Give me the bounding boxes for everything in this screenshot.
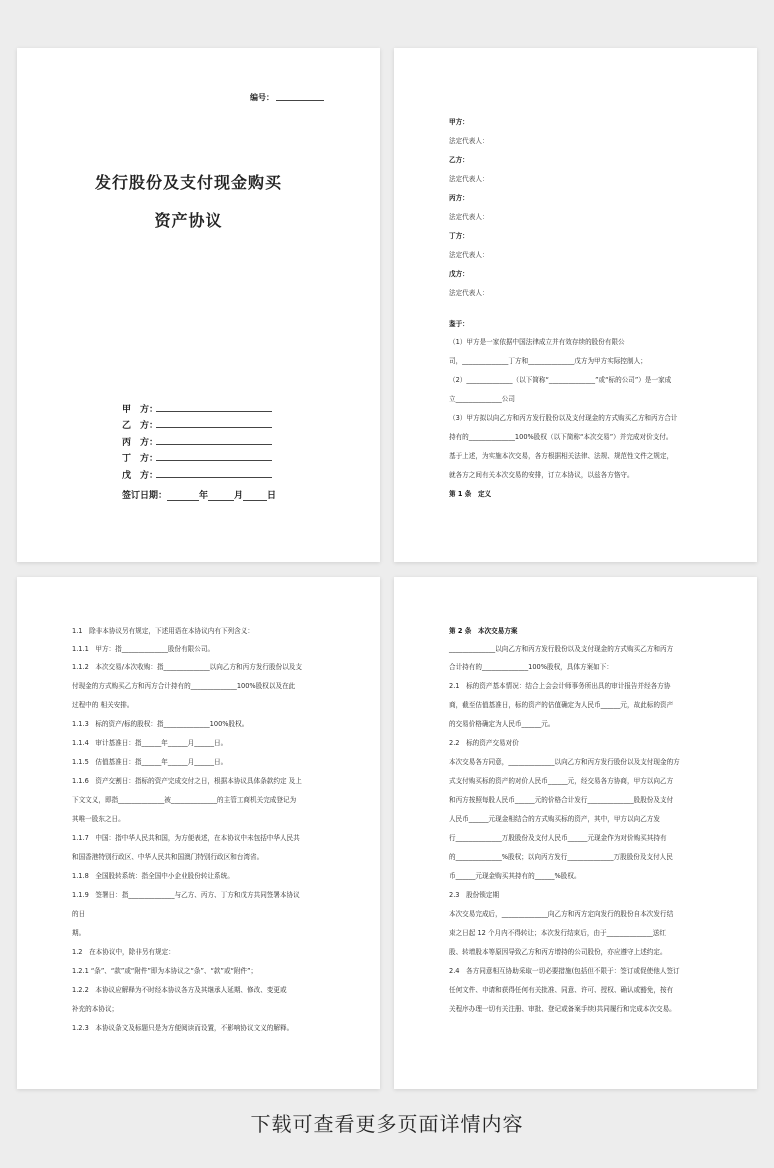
party-label: 丁 方：: [122, 454, 159, 464]
text-line: 法定代表人：: [449, 289, 489, 297]
text-line: 币______元现金购买其持有的______%股权。: [449, 872, 581, 880]
text-line: ______________以向乙方和丙方发行股份以及支付现金的方式购买乙方和丙方: [449, 645, 674, 653]
text-line: 1.1.2 本次交易/本次收购：指______________以向乙方和丙方发行股份以及支: [72, 663, 302, 671]
month-blank: [208, 500, 234, 501]
text-line: 股、转增股本等原因导致乙方和丙方增持的公司股份，亦应遵守上述约定。: [449, 948, 667, 956]
serial-number: [250, 92, 324, 103]
party-blank: [156, 427, 272, 428]
party-row: [122, 464, 276, 481]
page-cover: [17, 48, 380, 562]
text-line: 补充的本协议；: [72, 1005, 119, 1013]
text-line: 第 2 条 本次交易方案: [449, 627, 518, 635]
text-line: 鉴于：: [449, 320, 469, 328]
party-list: [122, 398, 276, 501]
text-line: 1.1 除非本协议另有规定，下述用语在本协议内有下列含义：: [72, 627, 254, 635]
text-line: 法定代表人：: [449, 175, 489, 183]
text-line: 和丙方按照每股人民币______元的价格合计发行______________股股份及支付: [449, 796, 674, 804]
text-line: 1.2.3 本协议条文及标题只是为方便阅读而设置，不影响协议文义的解释。: [72, 1024, 294, 1032]
serial-label: 编号：: [250, 93, 274, 102]
year-label: 年: [199, 491, 209, 501]
text-line: 司，______________丁方和______________戊方为甲方实际控制人；: [449, 357, 647, 365]
text-line: 过程中的 相关安排。: [72, 701, 134, 709]
text-line: 1.1.3 标的资产/标的股权：指______________100%股权。: [72, 720, 249, 728]
text-line: 1.1.8 全国股转系统：指全国中小企业股份转让系统。: [72, 872, 234, 880]
party-label: 丙 方：: [122, 437, 159, 448]
text-line: 束之日起 12 个月内不得转让；本次发行结束后，由于______________送红: [449, 929, 666, 937]
party-blank: [156, 460, 272, 461]
text-line: 立______________公司: [449, 395, 515, 403]
text-line: 2.1 标的资产基本情况：结合上会会计师事务所出具的审计报告并经各方协: [449, 682, 671, 690]
text-line: 丙方：: [449, 194, 469, 202]
text-line: 就各方之间有关本次交易的安排，订立本协议，以兹各方恪守。: [449, 471, 634, 479]
text-line: 甲方：: [449, 118, 469, 126]
day-blank: [243, 500, 267, 501]
text-line: 的______________%股权；以向丙方发行______________万股股份及支付人民: [449, 853, 673, 861]
party-blank: [156, 477, 272, 478]
text-line: （3）甲方拟以向乙方和丙方发行股份以及支付现金的方式购买乙方和丙方合计: [449, 414, 678, 422]
party-blank: [156, 411, 272, 412]
text-line: 乙方：: [449, 156, 469, 164]
text-line: 2.3 股份锁定期: [449, 891, 500, 899]
text-line: 法定代表人：: [449, 251, 489, 259]
text-line: 任何文件、申请和获得任何有关批准、同意、许可、授权、确认或豁免，按有: [449, 986, 674, 994]
text-line: 人民币______元现金相结合的方式购买标的资产，其中，甲方以向乙方发: [449, 815, 660, 823]
text-line: 的交易价格确定为人民币______元。: [449, 720, 555, 728]
party-row: [122, 398, 276, 415]
party-row: [122, 431, 276, 448]
text-line: 1.2.1 “条”、“款”或“附件”即为本协议之“条”、“款”或“附件”；: [72, 967, 258, 975]
party-blank: [156, 444, 272, 445]
page-3: [17, 577, 380, 1089]
text-line: 法定代表人：: [449, 213, 489, 221]
sign-date-row: [122, 485, 276, 502]
text-line: 1.2 在本协议中，除非另有规定：: [72, 948, 175, 956]
text-line: 丁方：: [449, 232, 469, 240]
text-line: 商，截至估值基准日，标的资产的估值确定为人民币______元，故此标的资产: [449, 701, 674, 709]
text-line: 持有的______________100%股权（以下简称“本次交易”）并完成对价支付。: [449, 433, 673, 441]
text-line: 1.1.1 甲方：指______________股份有限公司。: [72, 645, 215, 653]
text-line: 1.1.4 审计基准日：指______年______月______日。: [72, 739, 228, 747]
party-label: 甲 方：: [122, 404, 159, 415]
text-line: 关程序办理一切有关注册、审批、登记或备案手续)共同履行和完成本次交易。: [449, 1005, 676, 1013]
text-line: 本次交易各方同意，______________以向乙方和丙方发行股份以及支付现金的方: [449, 758, 680, 766]
page-2: [394, 48, 757, 562]
party-row: [122, 448, 276, 465]
text-line: 行______________万股股份及支付人民币______元现金作为对价购买其持有: [449, 834, 667, 842]
text-line: 和国香港特别行政区、中华人民共和国澳门特别行政区和台湾省。: [72, 853, 264, 861]
month-label: 月: [234, 491, 244, 501]
text-line: 2.4 各方同意相互协助采取一切必要措施(包括但不限于：签订或促使他人签订: [449, 967, 680, 975]
day-label: 日: [267, 491, 277, 501]
title-line-1: 发行股份及支付现金购买: [94, 173, 282, 192]
text-line: 下文文义，即指______________被______________的主管工商机关完成登记为: [72, 796, 297, 804]
sign-date-label: 签订日期：: [122, 491, 168, 501]
title-line-2: 资产协议: [154, 211, 223, 230]
text-line: 第 1 条 定义: [449, 490, 492, 498]
text-line: 付现金的方式购买乙方和丙方合计持有的______________100%股权以及在此: [72, 682, 296, 690]
text-line: 基于上述，为实施本次交易，各方根据相关法律、法规、规范性文件之规定，: [449, 452, 674, 460]
text-line: 式支付购买标的资产的对价人民币______元，经交易各方协商，甲方以向乙方: [449, 777, 674, 785]
text-line: （2）______________（以下简称“______________”或“标的公司”）是一家成: [449, 376, 672, 384]
party-row: [122, 415, 276, 432]
text-line: 1.1.5 估值基准日：指______年______月______日。: [72, 758, 228, 766]
text-line: 期。: [72, 929, 86, 937]
text-line: 法定代表人：: [449, 137, 489, 145]
text-line: 1.1.7 中国：指中华人民共和国，为方便表述，在本协议中未包括中华人民共: [72, 834, 300, 842]
text-line: 本次交易完成后，______________向乙方和丙方定向发行的股份自本次发行结: [449, 910, 674, 918]
year-blank: [167, 500, 199, 501]
text-line: 合计持有的______________100%股权，具体方案如下：: [449, 663, 613, 671]
serial-blank: [276, 100, 324, 101]
page-4: [394, 577, 757, 1089]
text-line: 其唯一股东之日。: [72, 815, 125, 823]
text-line: 2.2 标的资产交易对价: [449, 739, 519, 747]
text-line: 1.1.6 资产交割日：指标的资产完成交付之日，根据本协议具体条款约定 及上: [72, 777, 302, 785]
text-line: （1）甲方是一家依据中国法律成立并有效存续的股份有限公: [449, 338, 625, 346]
party-label: 戊 方：: [122, 470, 159, 481]
party-label: 乙 方：: [122, 421, 159, 431]
text-line: 1.1.9 签署日：指______________与乙方、丙方、丁方和戊方共同签署本协议: [72, 891, 300, 899]
text-line: 的日: [72, 910, 86, 918]
text-line: 1.2.2 本协议应解释为不时经本协议各方及其继承人延期、修改、变更或: [72, 986, 287, 994]
download-hint: 下载可查看更多页面详情内容: [250, 1112, 524, 1136]
text-line: 戊方：: [449, 270, 469, 278]
